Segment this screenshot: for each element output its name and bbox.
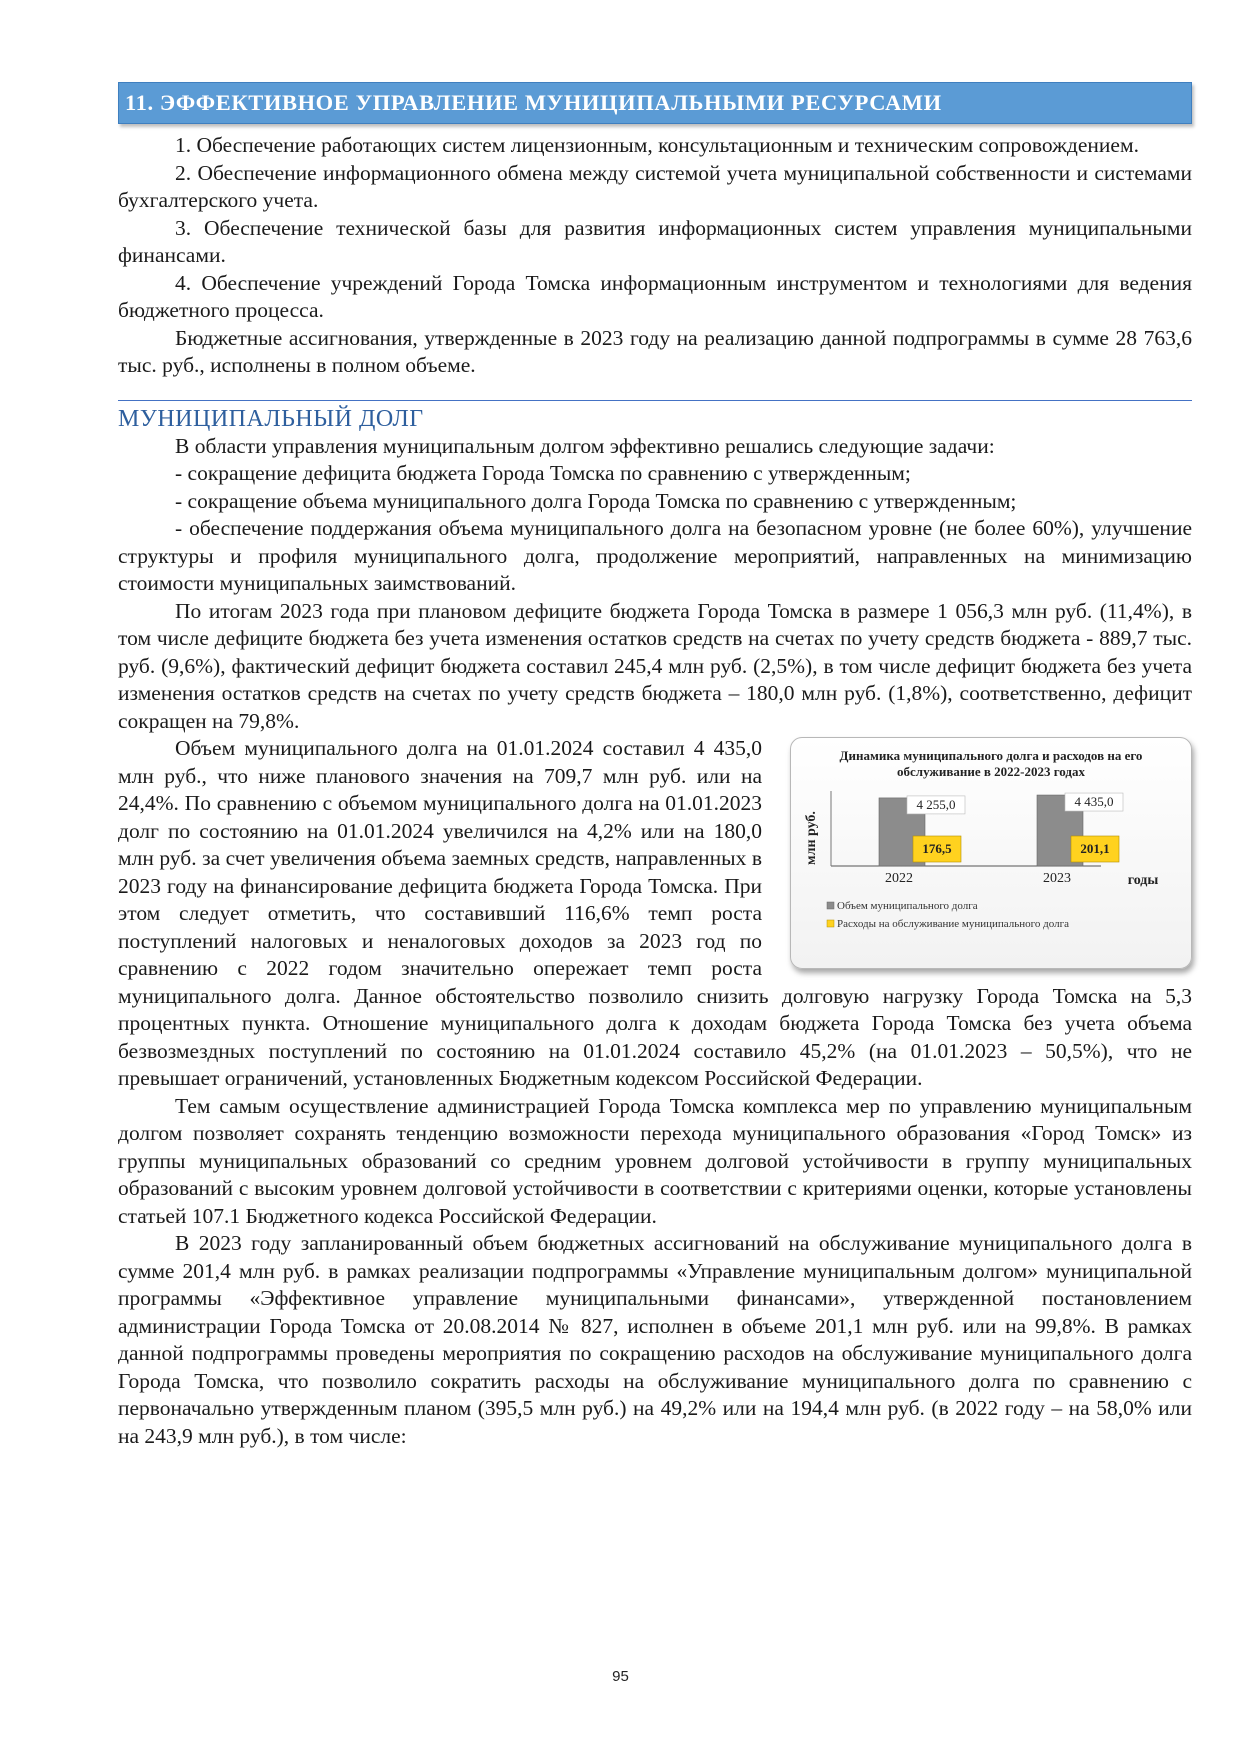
legend-swatch-service	[827, 920, 834, 927]
debt-chart	[790, 737, 1192, 969]
measures-paragraph: Тем самым осуществление администрацией Города Томска комплекса мер по управлению муниципальным долгом позволяет сохранять тенденцию возможности перехода муниципального образования «Город Томск» из группы муниципальных образований со средним уровнем долговой устойчивости в группу муниципальных образований с высоким уровнем долговой устойчивости в соответствии с критериями оценки, которые установлены статьей 107.1 Бюджетного кодекса Российской Федерации.	[118, 1093, 1192, 1228]
deficit-paragraph: По итогам 2023 года при плановом дефиците бюджета Города Томска в размере 1 056,3 млн руб. (11,4%), в том числе дефиците бюджета без учета изменения остатков средств на счетах по учету средств бюджета - 889,7 тыс. руб. (9,6%), фактический дефицит бюджета составил 245,4 млн руб. (2,5%), в том числе дефицит бюджета без учета изменения остатков средств на счетах по учету средств бюджета – 180,0 млн руб. (1,8%), соответственно, дефицит сокращен на 79,8%.	[118, 598, 1192, 733]
legend-label-service: Расходы на обслуживание муниципального долга	[837, 918, 1069, 930]
intro-paragraph-3: 3. Обеспечение технической базы для развития информационных систем управления муниципальными финансами.	[118, 215, 1192, 267]
section-divider	[118, 400, 1192, 401]
task-item-1: - сокращение дефицита бюджета Города Томска по сравнению с утвержденным;	[175, 461, 911, 485]
legend-label-debt: Объем муниципального долга	[837, 900, 978, 912]
tasks-intro: В области управления муниципальным долгом эффективно решались следующие задачи:	[175, 433, 995, 458]
chart-title: Динамика муниципального долга и расходов на его обслуживание в 2022-2023 годах	[839, 748, 1143, 779]
x-axis-label: годы	[1127, 873, 1159, 888]
service-label-2022: 176,5	[922, 841, 952, 856]
intro-paragraph-4: 4. Обеспечение учреждений Города Томска информационным инструментом и технологиями для ведения бюджетного процесса.	[118, 270, 1192, 322]
intro-paragraph-1: 1. Обеспечение работающих систем лицензионным, консультационным и техническим сопровождением.	[175, 133, 1139, 157]
y-axis-label: млн руб.	[804, 811, 819, 865]
debt-label-2023: 4 435,0	[1074, 794, 1114, 810]
task-item-3: - обеспечение поддержания объема муниципального долга на безопасном уровне (не более 60%), улучшение структуры и профиля муниципального долга, продолжение мероприятий, направленных на минимизацию стоимости муниципальных заимствований.	[118, 516, 1192, 595]
section-title: МУНИЦИПАЛЬНЫЙ ДОЛГ	[118, 405, 424, 432]
debt-block	[118, 735, 1192, 1093]
service-paragraph: В 2023 году запланированный объем бюджетных ассигнований на обслуживание муниципального долга в сумме 201,4 млн руб. в рамках реализации подпрограммы «Управление муниципальным долгом» муниципальной программы «Эффективное управление муниципальными финансами», утвержденной постановлением администрации Города Томска от 20.08.2014 № 827, исполнен в объеме 201,1 млн руб. или на 99,8%. В рамках данной подпрограммы проведены мероприятия по сокращению расходов на обслуживание муниципального долга Города Томска, что позволило сократить расходы на обслуживание муниципального долга по сравнению с первоначально утвержденным планом (395,5 млн руб.) на 49,2% или на 194,4 млн руб. (в 2022 году – на 58,0% или на 243,9 млн руб.), в том числе:	[118, 1231, 1192, 1448]
debt-label-2022: 4 255,0	[916, 796, 956, 812]
service-label-2023: 201,1	[1080, 841, 1110, 856]
debt-paragraph: Объем муниципального долга на 01.01.2024 составил 4 435,0 млн руб., что ниже планового значения на 709,7 млн руб. или на 24,4%. По сравнению с объемом муниципального долга на 01.01.2023 долг по состоянию на 01.01.2024 увеличился на 4,2% или на 180,0 млн руб. за счет увеличения объема заемных средств, направленных в 2023 году на финансирование дефицита бюджета Города Томска. При этом следует отметить, что составивший 116,6% темп роста поступлений налоговых и неналоговых доходов за 2023 год по сравнению с 2022 годом значительно опережает темп роста муниципального долга. Данное обстоятельство позволило снизить долговую нагрузку Города Томска на 5,3 процентных пункта. Отношение муниципального долга к доходам бюджета Города Томска без учета объема безвозмездных поступлений по состоянию на 01.01.2024 составило 45,2% (на 01.01.2023 – 50,5%), что не превышает ограничений, установленных Бюджетным кодексом Российской Федерации.	[118, 736, 1192, 1090]
x-tick-2023: 2023	[1043, 871, 1071, 886]
section-header-title: 11. ЭФФЕКТИВНОЕ УПРАВЛЕНИЕ МУНИЦИПАЛЬНЫМИ РЕСУРСАМИ	[125, 90, 942, 115]
legend-swatch-debt	[827, 902, 834, 909]
task-item-2: - сокращение объема муниципального долга Города Томска по сравнению с утвержденным;	[175, 488, 1017, 513]
intro-block	[118, 132, 1192, 380]
intro-paragraph-2: 2. Обеспечение информационного обмена между системой учета муниципальной собственности и системами бухгалтерского учета.	[118, 160, 1192, 212]
page-number: 95	[612, 1668, 629, 1685]
section-header-banner	[118, 82, 1192, 124]
page-content	[118, 82, 1192, 1450]
x-tick-2022: 2022	[885, 871, 913, 886]
intro-paragraph-5: Бюджетные ассигнования, утвержденные в 2023 году на реализацию данной подпрограммы в сумме 28 763,6 тыс. руб., исполнены в полном объеме.	[118, 325, 1192, 377]
